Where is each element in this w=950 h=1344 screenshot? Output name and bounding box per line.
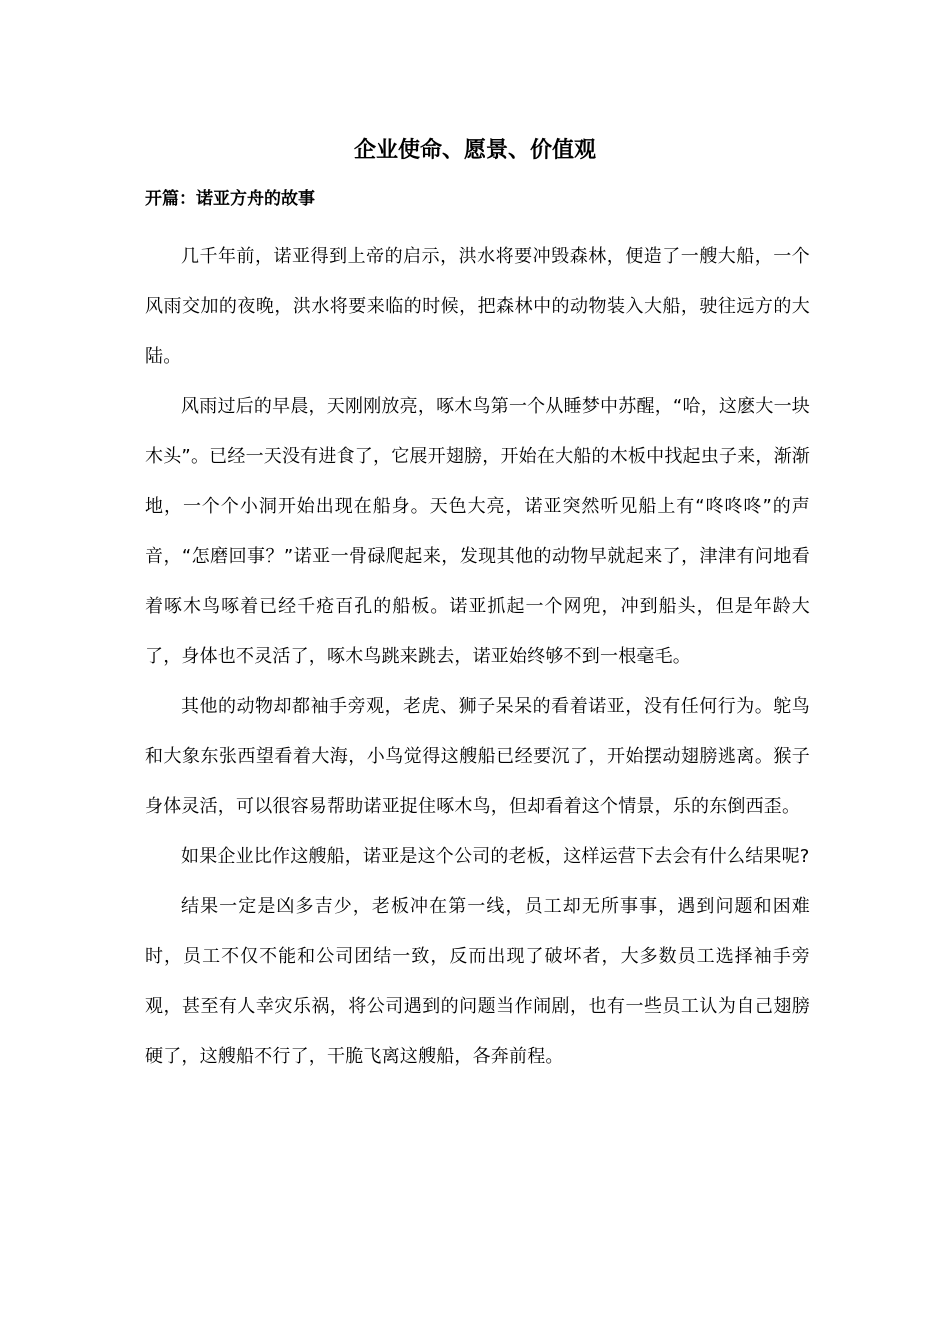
paragraph-5: 结果一定是凶多吉少，老板冲在第一线，员工却无所事事，遇到问题和困难时，员工不仅不能和公司团结一致，反而出现了破坏者，大多数员工选择袖手旁观，甚至有人幸灾乐祸，将公司遇到的问题当作闹剧，也有一些员工认为自己翅膀硬了，这艘船不行了，干脆飞离这艘船，各奔前程。 bbox=[145, 896, 810, 1067]
paragraph-2: 风雨过后的早晨，天刚刚放亮，啄木鸟第一个从睡梦中苏醒，“哈，这麽大一块木头”。已经一天没有进食了，它展开翅膀，开始在大船的木板中找起虫子来，渐渐地，一个个小洞开始出现在船身。天色大亮，诺亚突然听见船上有“咚咚咚”的声音，“怎磨回事？”诺亚一骨碌爬起来，发现其他的动物早就起来了，津津有问地看着啄木鸟啄着已经千疮百孔的船板。诺亚抓起一个网兜，冲到船头，但是年龄大了，身体也不灵活了，啄木鸟跳来跳去，诺亚始终够不到一根毫毛。 bbox=[145, 396, 810, 667]
section-heading: 开篇：诺亚方舟的故事 bbox=[145, 189, 315, 209]
paragraph-1: 几千年前，诺亚得到上帝的启示，洪水将要冲毁森林，便造了一艘大船，一个风雨交加的夜晚，洪水将要来临的时候，把森林中的动物装入大船，驶往远方的大陆。 bbox=[145, 246, 810, 367]
body-text bbox=[145, 232, 810, 1082]
document-title: 企业使命、愿景、价值观 bbox=[353, 138, 596, 163]
paragraph-3: 其他的动物却都袖手旁观，老虎、狮子呆呆的看着诺亚，没有任何行为。鸵鸟和大象东张西望看着大海，小鸟觉得这艘船已经要沉了，开始摆动翅膀逃离。猴子身体灵活，可以很容易帮助诺亚捉住啄木鸟，但却看着这个情景，乐的东倒西歪。 bbox=[145, 696, 810, 817]
paragraph-4: 如果企业比作这艘船，诺亚是这个公司的老板，这样运营下去会有什么结果呢? bbox=[181, 846, 810, 867]
